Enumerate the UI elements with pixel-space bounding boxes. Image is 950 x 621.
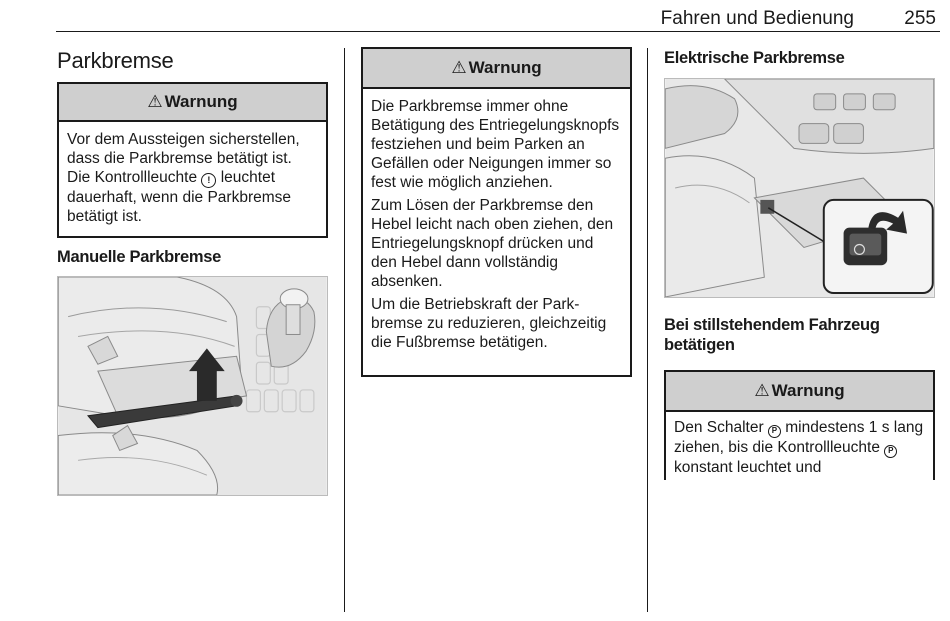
subheading-standstill: Bei stillstehendem Fahrzeug betätigen <box>664 316 880 354</box>
warning-text-3: konstant leuchtet und <box>674 459 822 476</box>
page-header <box>0 6 950 32</box>
warning-box-middle <box>361 47 632 377</box>
section-title: Parkbremse <box>57 48 174 73</box>
warning-paragraph-2: Zum Lösen der Parkbremse den Hebel leicht nach oben ziehen, den Entriegelungsknopf drücken und den Hebel dann vollständig absenken. <box>371 197 614 290</box>
warning-header <box>666 372 933 412</box>
parking-switch-icon: P <box>768 425 781 438</box>
warning-heading: Warnung <box>468 58 542 77</box>
manual-parking-brake-illustration <box>57 276 328 496</box>
warning-triangle-icon: ⚠ <box>147 92 163 111</box>
parking-lamp-icon: P <box>884 445 897 458</box>
warning-triangle-icon: ⚠ <box>451 58 467 77</box>
warning-triangle-icon: ⚠ <box>754 381 770 400</box>
electric-parking-brake-illustration <box>664 78 935 298</box>
right-column <box>664 46 935 480</box>
warning-paragraph-1: Die Parkbremse immer ohne Betätigung des Entriegelungsknopfs festziehen und beim Parken an Gefällen oder Neigungen immer so fest wie möglich anziehen. <box>371 98 620 191</box>
left-column <box>57 46 328 496</box>
warning-header <box>363 49 630 89</box>
header-rule <box>56 31 940 32</box>
chapter-title: Fahren und Bedienung <box>660 8 854 29</box>
warning-body <box>666 412 933 480</box>
warning-text-2: mindestens 1 s lang ziehen, bis die Kontrollleuchte <box>674 419 924 456</box>
warning-box-left <box>57 82 328 238</box>
warning-lamp-icon: ! <box>201 173 216 188</box>
warning-heading: Warnung <box>771 381 845 400</box>
warning-text-2: leuchtet dauerhaft, wenn die Parkbremse betätigt ist. <box>67 169 292 225</box>
middle-column <box>361 47 632 377</box>
column-divider-1 <box>344 48 345 612</box>
column-divider-2 <box>647 48 648 612</box>
warning-text-1: Vor dem Aussteigen sicherstellen, dass die Parkbremse betätigt ist. Die Kontrollleuchte <box>67 131 300 186</box>
warning-body <box>59 122 326 236</box>
warning-heading: Warnung <box>164 92 238 111</box>
warning-box-right <box>664 370 935 480</box>
warning-text-1: Den Schalter <box>674 419 764 436</box>
warning-paragraph-3: Um die Betriebskraft der Parkbremse zu reduzieren, gleichzeitig die Fußbremse betätigen. <box>371 296 607 351</box>
warning-header <box>59 84 326 122</box>
subheading-electric: Elektrische Parkbremse <box>664 49 845 67</box>
subheading-manual: Manuelle Parkbremse <box>57 248 221 266</box>
page-number: 255 <box>904 8 936 29</box>
warning-body <box>363 89 630 375</box>
